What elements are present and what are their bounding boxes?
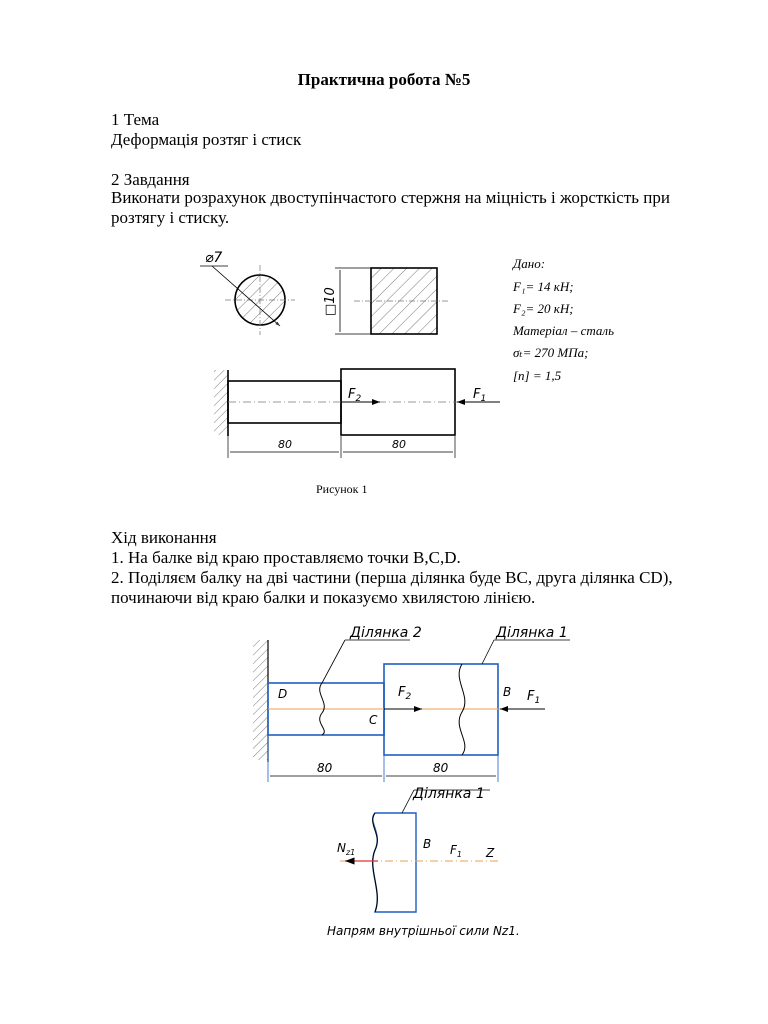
section2-line1: Виконати розрахунок двоступінчастого стержня на міцність і жорсткість при <box>111 188 670 207</box>
fig1-force-f2: F <box>348 387 356 402</box>
fig1-dim-left: 80 <box>278 438 292 451</box>
given-material: Матеріал – сталь <box>513 323 614 338</box>
fig2-force-f1: F <box>527 689 535 704</box>
fig3-section-label: Ділянка 1 <box>413 786 485 802</box>
fig2-dim-right: 80 <box>433 761 449 775</box>
fig3-nz-sub: z1 <box>345 848 356 857</box>
fig2-force-f2-sub: 2 <box>405 692 412 702</box>
svg-text:F2 <box>398 685 411 702</box>
section1-heading: 1 Тема <box>111 110 160 129</box>
progress-step1: 1. На балке від краю проставляємо точки В,С,D. <box>111 548 461 567</box>
section1-label: Ділянка 1 <box>496 625 568 641</box>
fig1-force-f1-sub: 1 <box>480 394 487 404</box>
svg-text:Nz1 <box>337 841 355 857</box>
diameter-label: ⌀7 <box>205 250 223 266</box>
point-c: C <box>369 713 378 727</box>
fig1-force-f1: F <box>473 387 481 402</box>
fig2-force-f1-sub: 1 <box>534 696 541 706</box>
fig3-axis-z: Z <box>486 846 495 860</box>
free-body-section-1 <box>337 786 500 912</box>
given-f1: F₁= 14 кН; <box>513 279 574 294</box>
section2-heading: 2 Завдання <box>111 170 190 189</box>
fig3-nz: N <box>337 841 346 855</box>
point-d: D <box>278 687 288 701</box>
section1-text: Деформація розтяг і стиск <box>111 130 302 149</box>
fig1-dim-right: 80 <box>392 438 406 451</box>
figure3-caption: Напрям внутрішньої сили Nz1. <box>327 924 520 938</box>
given-sigma: σₜ= 270 МПа; <box>513 345 589 360</box>
svg-text:F1 <box>450 843 462 859</box>
svg-text:F1 <box>527 689 540 706</box>
progress-heading: Хід виконання <box>111 528 217 547</box>
fig2-dim-left: 80 <box>317 761 333 775</box>
progress-step2-line1: 2. Поділяєм балку на дві частини (перша ділянка буде ВС, друга ділянка CD), <box>111 568 673 587</box>
fig3-point-b: B <box>423 837 432 851</box>
given-safety: [n] = 1,5 <box>513 368 562 383</box>
section2-label: Ділянка 2 <box>350 625 422 641</box>
page-title: Практична робота №5 <box>297 70 471 89</box>
fig3-force-f1-sub: 1 <box>456 850 462 859</box>
fig1-force-f2-sub: 2 <box>355 394 362 404</box>
given-heading: Дано: <box>513 256 546 271</box>
square-label: □10 <box>323 287 338 316</box>
figure1-caption: Рисунок 1 <box>316 482 368 496</box>
section2-line2: розтягу і стиску. <box>111 208 230 227</box>
point-b: B <box>503 685 512 699</box>
fig2-force-f2: F <box>398 685 406 700</box>
fig3-force-f1: F <box>450 843 457 857</box>
given-f2: F₂= 20 кН; <box>513 301 574 316</box>
beam-figure-2 <box>253 625 570 782</box>
progress-step2-line2: починаючи від краю балки и показуємо хвилястою лінією. <box>111 588 536 607</box>
